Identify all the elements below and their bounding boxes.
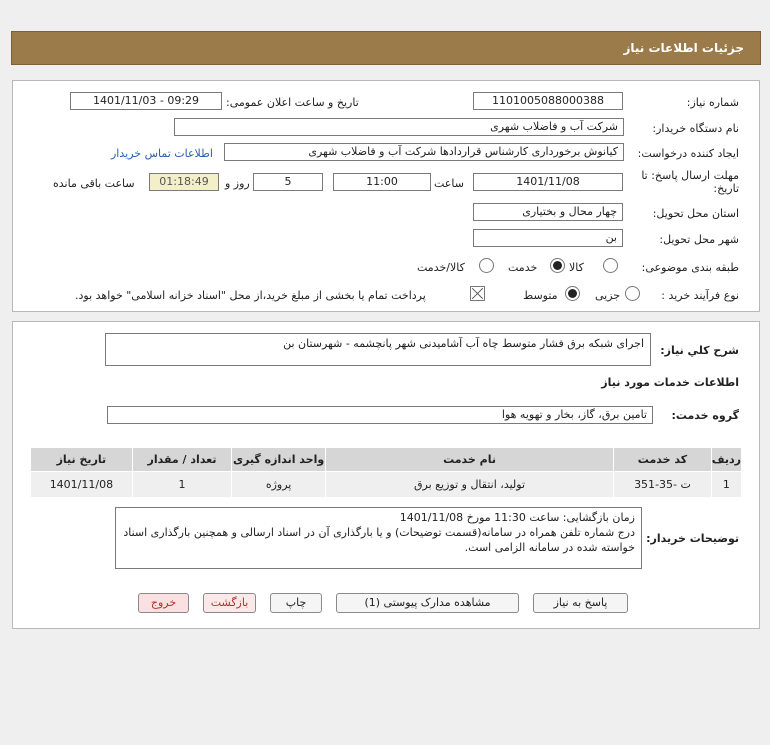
services-table: [30, 447, 742, 498]
days-remaining-field: 5: [253, 173, 323, 191]
category-option-service: خدمت: [508, 261, 538, 274]
col-quantity: تعداد / مقدار: [132, 448, 232, 472]
category-radio-goods-service[interactable]: [479, 258, 494, 273]
process-radio-medium[interactable]: [565, 286, 580, 301]
buyer-notes-text: درج شماره تلفن همراه در سامانه(قسمت توضیحات) و یا بارگذاری آن در اسناد ارسالی و همچنین بارگذاری اسناد خواسته شده در سامانه الزامی است.: [123, 526, 635, 554]
need-info-panel: [12, 80, 760, 312]
cell-row-number: 1: [711, 472, 741, 498]
service-group-label: گروه خدمت:: [671, 409, 739, 422]
buyer-notes-label: توضیحات خریدار:: [646, 532, 739, 545]
buyer-notes-box: [115, 507, 642, 569]
process-option-minor: جزیی: [595, 289, 621, 302]
deadline-date-field: 1401/11/08: [473, 173, 623, 191]
province-field: چهار محال و بختیاری: [473, 203, 623, 221]
view-attachments-button[interactable]: مشاهده مدارک پیوستی (1): [336, 593, 519, 613]
treasury-checkbox[interactable]: [470, 286, 485, 301]
category-option-goods-service: کالا/خدمت: [417, 261, 465, 274]
exit-button[interactable]: خروج: [138, 593, 189, 613]
services-section-title: اطلاعات خدمات مورد نیاز: [601, 376, 739, 389]
col-unit: واحد اندازه گیری: [232, 448, 326, 472]
category-radio-goods[interactable]: [603, 258, 618, 273]
process-radio-minor[interactable]: [625, 286, 640, 301]
summary-box: [105, 333, 651, 366]
buyer-notes-opening-time: زمان بازگشایی: ساعت 11:30 مورخ 1401/11/08: [399, 511, 635, 524]
category-label: طبقه بندی موضوعی:: [641, 261, 739, 274]
city-field: بن: [473, 229, 623, 247]
announce-field: 1401/11/03 - 09:29: [70, 92, 222, 110]
deadline-date-label: تاریخ:: [713, 182, 739, 195]
service-group-field: تامین برق، گاز، بخار و تهویه هوا: [107, 406, 653, 424]
deadline-label: مهلت ارسال پاسخ: تا: [641, 169, 739, 182]
cell-quantity: 1: [132, 472, 232, 498]
summary-text: اجرای شبکه برق فشار متوسط چاه آب آشامیدنی شهر پانچشمه - شهرستان بن: [283, 337, 644, 350]
creator-label: ایجاد کننده درخواست:: [637, 147, 739, 160]
buyer-org-field: شرکت آب و فاضلاب شهری: [174, 118, 624, 136]
creator-field: کیانوش برخورداری کارشناس قراردادها شرکت آب و فاضلاب شهری: [224, 143, 624, 161]
print-button[interactable]: چاپ: [270, 593, 322, 613]
col-service-code: کد خدمت: [614, 448, 712, 472]
col-service-name: نام خدمت: [325, 448, 613, 472]
cell-service-code: ت -35-351: [614, 472, 712, 498]
days-label: روز و: [225, 177, 250, 190]
page-header: [11, 31, 761, 65]
province-label: استان محل تحویل:: [652, 207, 739, 220]
buyer-contact-link[interactable]: اطلاعات تماس خریدار: [111, 147, 213, 160]
back-button[interactable]: بازگشت: [203, 593, 256, 613]
deadline-time-field: 11:00: [333, 173, 431, 191]
col-need-date: تاریخ نیاز: [31, 448, 133, 472]
need-number-label: شماره نیاز:: [686, 96, 739, 109]
remaining-time-label: ساعت باقی مانده: [53, 177, 135, 190]
details-panel: [12, 321, 760, 629]
category-radio-service[interactable]: [550, 258, 565, 273]
announce-label: تاریخ و ساعت اعلان عمومی:: [226, 96, 359, 109]
summary-label: شرح کلي نياز:: [660, 344, 739, 357]
col-row-number: ردیف: [711, 448, 741, 472]
process-option-medium: متوسط: [523, 289, 558, 302]
deadline-time-label: ساعت: [434, 177, 464, 190]
payment-note: پرداخت تمام یا بخشی از مبلغ خرید،از محل "اسناد خزانه اسلامی" خواهد بود.: [75, 289, 426, 302]
cell-unit: پروژه: [232, 472, 326, 498]
reply-button[interactable]: پاسخ به نیاز: [533, 593, 628, 613]
page-title: جزئیات اطلاعات نیاز: [623, 41, 744, 55]
table-header-row: [31, 448, 742, 472]
table-row: [31, 472, 742, 498]
process-label: نوع فرآیند خرید :: [661, 289, 739, 302]
cell-service-name: تولید، انتقال و توزیع برق: [325, 472, 613, 498]
cell-need-date: 1401/11/08: [31, 472, 133, 498]
category-option-goods: کالا: [569, 261, 584, 274]
need-number-field: 1101005088000388: [473, 92, 623, 110]
city-label: شهر محل تحویل:: [659, 233, 739, 246]
buyer-org-label: نام دستگاه خریدار:: [652, 122, 739, 135]
remaining-time-field: 01:18:49: [149, 173, 219, 191]
